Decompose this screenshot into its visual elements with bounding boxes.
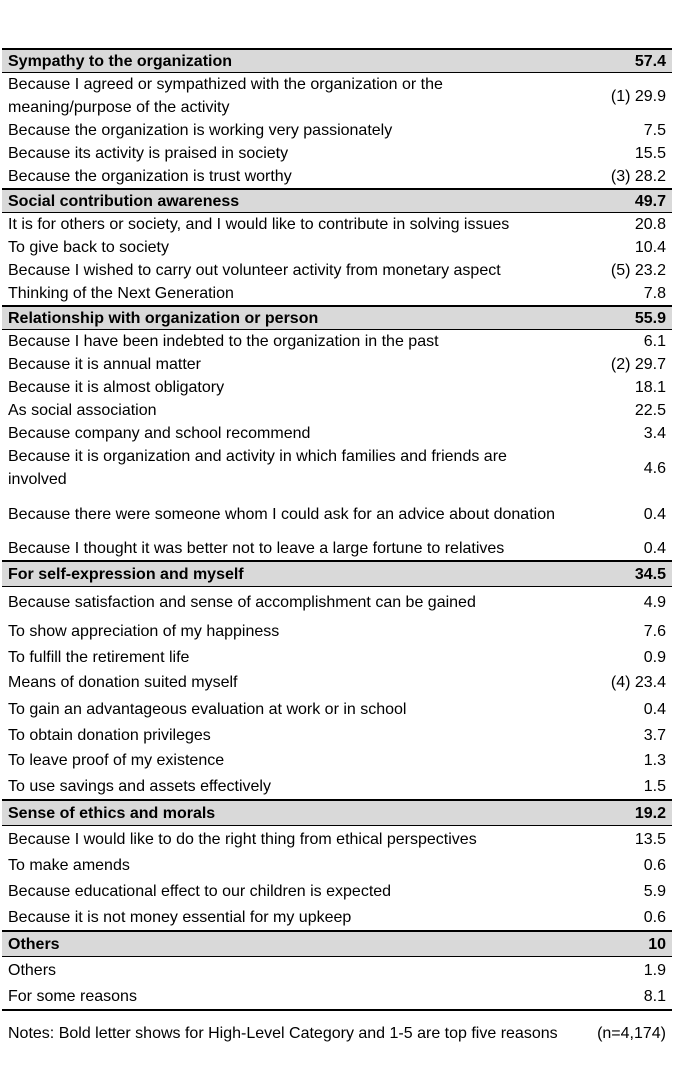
category-title: Others	[8, 935, 60, 953]
table-row	[2, 73, 672, 119]
reason-label: Because satisfaction and sense of accomplishment can be gained	[8, 593, 476, 611]
table-row	[2, 142, 672, 165]
category-row	[2, 799, 672, 826]
reason-value: 18.1	[634, 379, 666, 396]
reason-label: Because it is almost obligatory	[8, 379, 225, 396]
reason-value: 22.5	[634, 402, 666, 419]
category-row	[2, 560, 672, 587]
category-value: 49.7	[634, 192, 666, 210]
category-row	[2, 188, 672, 213]
reason-value: 0.4	[643, 700, 666, 718]
category-value: 55.9	[634, 309, 666, 327]
reason-value: (1) 29.9	[610, 87, 666, 105]
table-row	[2, 213, 672, 236]
reason-label: To fulfill the retirement life	[8, 649, 190, 666]
reason-value: 1.5	[643, 777, 666, 795]
category-value: 34.5	[634, 565, 666, 583]
table-row	[2, 695, 672, 723]
reason-value: 0.9	[643, 649, 666, 666]
reason-label: As social association	[8, 402, 157, 419]
reason-label: For some reasons	[8, 987, 137, 1005]
category-title: Relationship with organization or person	[8, 309, 319, 327]
table-row	[2, 826, 672, 852]
reason-label: Because the organization is working very passionately	[8, 122, 393, 139]
reason-value: 15.5	[634, 145, 666, 162]
reason-value: 5.9	[643, 882, 666, 900]
category-row	[2, 305, 672, 330]
reason-value: (2) 29.7	[610, 356, 666, 373]
reason-label: Because its activity is praised in society	[8, 145, 289, 162]
sample-size: (n=4,174)	[597, 1024, 666, 1042]
reason-value: 10.4	[634, 239, 666, 256]
reason-value: 6.1	[643, 333, 666, 350]
reason-value: 20.8	[634, 216, 666, 233]
reason-label: Means of donation suited myself	[8, 674, 238, 691]
reason-value: 4.6	[643, 459, 666, 477]
reason-label: Because I wished to carry out volunteer activity from monetary aspect	[8, 262, 501, 279]
table-row	[2, 723, 672, 748]
reason-label: Thinking of the Next Generation	[8, 285, 234, 302]
reason-label: Because educational effect to our children is expected	[8, 882, 392, 900]
table-row	[2, 165, 672, 188]
table-row	[2, 670, 672, 695]
table-row	[2, 445, 672, 491]
reason-label: Because I agreed or sympathized with the organization or the meaning/purpose of the activity	[8, 76, 443, 116]
table-row	[2, 904, 672, 930]
category-title: Sense of ethics and morals	[8, 804, 216, 822]
table-row	[2, 330, 672, 353]
reason-label: To obtain donation privileges	[8, 727, 211, 744]
reason-value: (4) 23.4	[610, 674, 666, 691]
reason-label: Because there were someone whom I could ask for an advice about donation	[8, 505, 555, 523]
reason-value: 0.4	[643, 505, 666, 523]
table-row	[2, 353, 672, 376]
reason-label: Because it is annual matter	[8, 356, 201, 373]
reason-label: Because company and school recommend	[8, 425, 311, 442]
category-title: Sympathy to the organization	[8, 52, 233, 70]
reason-label: Others	[8, 961, 57, 979]
reason-label: Because the organization is trust worthy	[8, 168, 292, 185]
table-row	[2, 587, 672, 617]
reason-value: 7.5	[643, 122, 666, 139]
donation-reasons-table	[2, 48, 672, 1055]
reason-value: 0.4	[643, 540, 666, 557]
table-row	[2, 491, 672, 537]
table-row	[2, 236, 672, 259]
reason-label: To leave proof of my existence	[8, 752, 225, 769]
reason-value: 7.8	[643, 285, 666, 302]
table-row	[2, 645, 672, 670]
table-row	[2, 399, 672, 422]
reason-value: 0.6	[643, 856, 666, 874]
category-value: 57.4	[634, 52, 666, 70]
category-row	[2, 930, 672, 957]
table-row	[2, 119, 672, 142]
reason-label: Because I have been indebted to the organization in the past	[8, 333, 439, 350]
table-row	[2, 537, 672, 560]
reason-label: To make amends	[8, 856, 130, 874]
reason-label: Because it is organization and activity in which families and friends are involved	[8, 448, 507, 488]
table-row	[2, 878, 672, 904]
table-row	[2, 773, 672, 799]
reason-value: 13.5	[634, 830, 666, 848]
reason-label: To use savings and assets effectively	[8, 777, 271, 795]
reason-value: (3) 28.2	[610, 168, 666, 185]
table-row	[2, 617, 672, 645]
reason-label: Because I would like to do the right thing from ethical perspectives	[8, 830, 477, 848]
reason-value: (5) 23.2	[610, 262, 666, 279]
reason-value: 3.4	[643, 425, 666, 442]
reason-label: It is for others or society, and I would like to contribute in solving issues	[8, 216, 510, 233]
table-row	[2, 748, 672, 773]
notes-text: Notes: Bold letter shows for High-Level Category and 1-5 are top five reasons	[8, 1024, 558, 1042]
reason-value: 8.1	[643, 987, 666, 1005]
table-row	[2, 282, 672, 305]
table-notes	[2, 1009, 672, 1055]
reason-label: To give back to society	[8, 239, 169, 256]
reason-value: 3.7	[643, 727, 666, 744]
table-row	[2, 259, 672, 282]
table-row	[2, 957, 672, 983]
table-row	[2, 983, 672, 1009]
table-row	[2, 422, 672, 445]
table-row	[2, 852, 672, 878]
reason-label: To gain an advantageous evaluation at work or in school	[8, 700, 407, 718]
category-value: 10	[648, 935, 666, 953]
table-row	[2, 376, 672, 399]
category-title: For self-expression and myself	[8, 565, 244, 583]
reason-label: To show appreciation of my happiness	[8, 622, 280, 640]
reason-label: Because it is not money essential for my upkeep	[8, 908, 352, 926]
reason-value: 4.9	[643, 593, 666, 611]
reason-value: 1.3	[643, 752, 666, 769]
category-title: Social contribution awareness	[8, 192, 240, 210]
reason-value: 1.9	[643, 961, 666, 979]
reason-label: Because I thought it was better not to leave a large fortune to relatives	[8, 540, 505, 557]
category-row	[2, 48, 672, 73]
reason-value: 7.6	[643, 622, 666, 640]
category-value: 19.2	[634, 804, 666, 822]
reason-value: 0.6	[643, 908, 666, 926]
